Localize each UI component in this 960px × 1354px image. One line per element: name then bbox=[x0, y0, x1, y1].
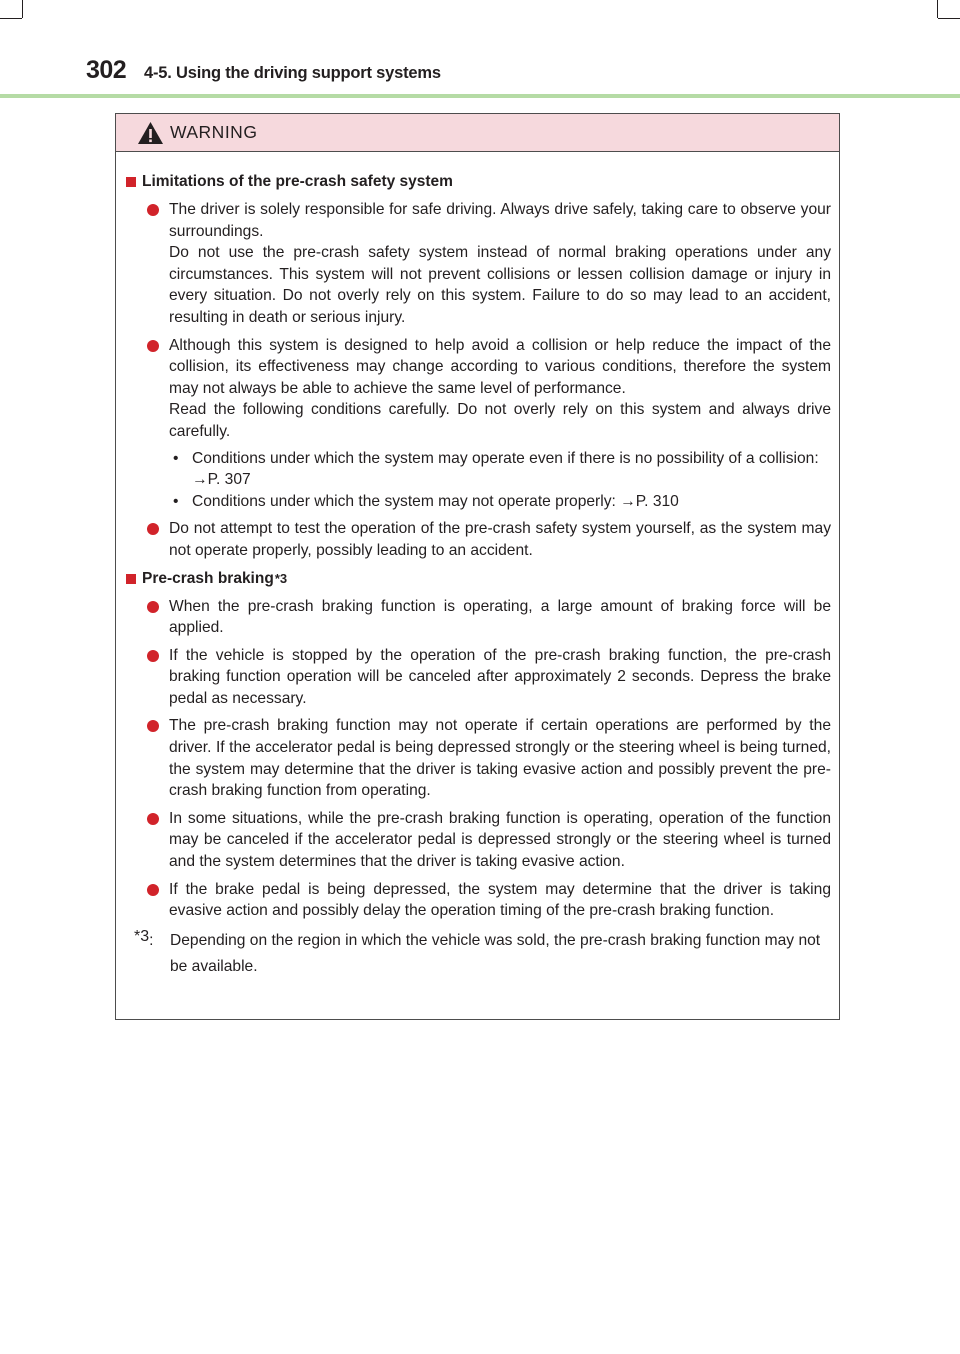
bullet-text bbox=[169, 808, 831, 873]
warning-box bbox=[115, 113, 840, 1020]
paragraph: The driver is solely responsible for safe driving. Always drive safely, taking care to observe your surroundings. bbox=[169, 201, 831, 240]
crop-mark bbox=[22, 0, 23, 18]
crop-mark bbox=[0, 18, 22, 19]
bullet-text bbox=[169, 879, 831, 922]
section-heading bbox=[126, 171, 831, 193]
warning-header bbox=[116, 114, 839, 152]
bullet-text bbox=[169, 645, 831, 710]
sub-list-item bbox=[169, 491, 831, 513]
section-title: 4-5. Using the driving support systems bbox=[144, 64, 441, 82]
paragraph: The pre-crash braking function may not operate if certain operations are performed by the driver. If the accelerator pedal is being depressed strongly or the steering wheel is being turned, the system may determine that the driver is taking evasive action and possibly prevent the pre-crash braking function from operating. bbox=[169, 717, 831, 800]
footnote-mark-symbol: *3 bbox=[134, 927, 150, 945]
warning-body bbox=[116, 152, 839, 980]
bullet-item bbox=[147, 518, 831, 561]
footnote-mark-suffix: : bbox=[149, 931, 154, 949]
bullet-text bbox=[169, 518, 831, 561]
bullet-item bbox=[147, 335, 831, 513]
paragraph: If the vehicle is stopped by the operation of the pre-crash braking function, the pre-crash braking function operation will be canceled after approximately 2 seconds. Depress the brake pedal as necessary. bbox=[169, 646, 831, 707]
header-rule bbox=[0, 94, 960, 98]
paragraph: Although this system is designed to help avoid a collision or help reduce the impact of the collision, its effectiveness may change according to various conditions, therefore the system may not always be able to achieve the same level of performance. bbox=[169, 336, 831, 397]
footnote-text: Depending on the region in which the vehicle was sold, the pre-crash braking function may not be available. bbox=[170, 931, 821, 975]
bullet-text bbox=[169, 335, 831, 513]
bullet-square-icon bbox=[126, 177, 136, 187]
bullet-item bbox=[147, 808, 831, 873]
bullet-item bbox=[147, 715, 831, 801]
footnote bbox=[134, 928, 831, 980]
sub-list bbox=[169, 448, 831, 513]
paragraph: If the brake pedal is being depressed, the system may determine that the driver is taking evasive action and possibly delay the operation timing of the pre-crash braking function. bbox=[169, 880, 831, 920]
paragraph: When the pre-crash braking function is operating, a large amount of braking force will be applied. bbox=[169, 597, 831, 637]
crop-mark bbox=[937, 0, 938, 18]
bullet-dot-icon bbox=[147, 720, 159, 732]
bullet-dot-icon bbox=[147, 523, 159, 535]
bullet-dot-icon bbox=[147, 340, 159, 352]
page-number: 302 bbox=[86, 56, 127, 84]
bullet-dot-icon bbox=[147, 884, 159, 896]
bullet-text bbox=[169, 715, 831, 801]
bullet-item bbox=[147, 199, 831, 329]
bullet-dot-icon bbox=[147, 601, 159, 613]
section-heading-text: Limitations of the pre-crash safety system bbox=[142, 173, 453, 191]
paragraph: Do not attempt to test the operation of the pre-crash safety system yourself, as the system may not operate properly, possibly leading to an accident. bbox=[169, 520, 831, 559]
crop-mark bbox=[938, 18, 960, 19]
bullet-dot-icon bbox=[147, 813, 159, 825]
sub-list-text: Conditions under which the system may not operate properly: →P. 310 bbox=[192, 492, 679, 510]
section-heading: Pre-crash braking *3 bbox=[126, 568, 831, 590]
bullet-square-icon bbox=[126, 574, 136, 584]
sub-list-bullet: • bbox=[173, 449, 179, 467]
warning-triangle-icon bbox=[137, 121, 164, 145]
sub-list-text: Conditions under which the system may operate even if there is no possibility of a collision: →P. 307 bbox=[192, 449, 819, 489]
footnote-mark bbox=[134, 928, 170, 980]
bullet-text bbox=[169, 596, 831, 639]
section-heading-text: Pre-crash braking bbox=[142, 569, 274, 587]
bullet-dot-icon bbox=[147, 204, 159, 216]
bullet-item bbox=[147, 645, 831, 710]
paragraph: In some situations, while the pre-crash braking function is operating, operation of the function may be canceled if the accelerator pedal is depressed strongly or the steering wheel is turned and the system determines that the driver is taking evasive action. bbox=[169, 809, 831, 871]
page-header bbox=[86, 56, 441, 92]
paragraph: Do not use the pre-crash safety system instead of normal braking operations under any circumstances. This system will not prevent collisions or lessen collision damage or injury in every situation. Do not overly rely on this system. Failure to do so may lead to an accident, resulting in death or serious injury. bbox=[169, 244, 831, 326]
sub-list-bullet: • bbox=[173, 492, 179, 510]
bullet-text bbox=[169, 199, 831, 329]
bullet-item bbox=[147, 879, 831, 922]
paragraph: Read the following conditions carefully. Do not overly rely on this system and always drive carefully. bbox=[169, 401, 831, 440]
bullet-dot-icon bbox=[147, 650, 159, 662]
warning-title: WARNING bbox=[170, 122, 258, 142]
sub-list-item bbox=[169, 448, 831, 491]
bullet-item bbox=[147, 596, 831, 639]
